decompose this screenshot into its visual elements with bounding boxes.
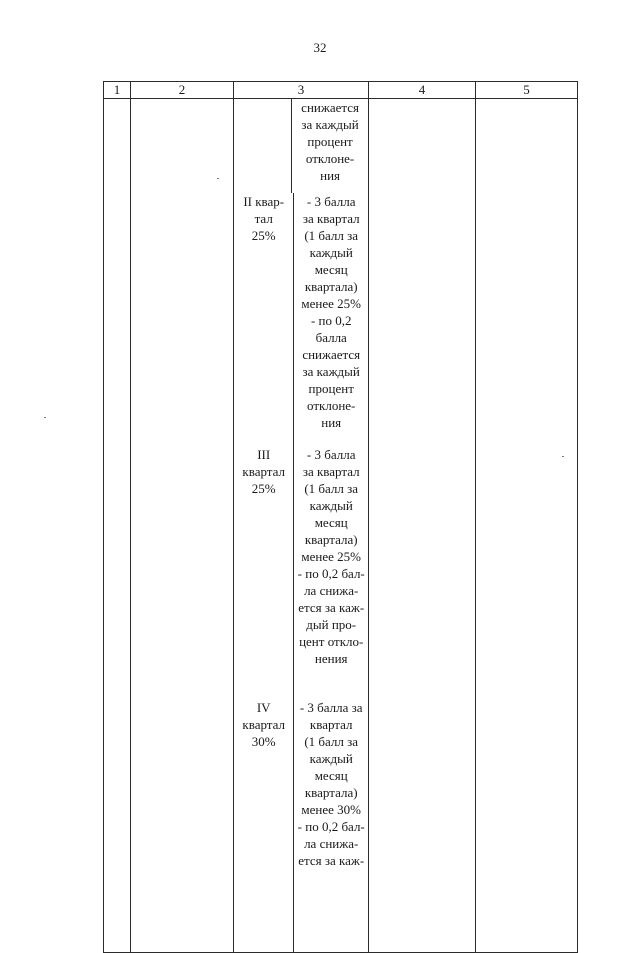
- header-col-1: 1: [104, 82, 131, 99]
- criteria-line: менее 30%: [301, 802, 361, 817]
- criteria-line: - 3 балла: [306, 194, 356, 209]
- criteria-line: менее 25%: [301, 296, 361, 311]
- criteria-line: каждый: [309, 245, 353, 260]
- cell-col-3: [234, 99, 369, 953]
- criteria-line: квартала): [304, 785, 358, 800]
- quarter-label-2: [234, 193, 293, 446]
- cell-col-5: [476, 99, 578, 953]
- quarter-label-line: тал: [254, 211, 273, 226]
- criteria-quarter-4: [293, 699, 368, 952]
- criteria-line: процент: [307, 134, 353, 149]
- criteria-line: снижается: [302, 347, 361, 362]
- criteria-line: - 3 балла за: [299, 700, 363, 715]
- criteria-line: ется за каж-: [298, 853, 365, 868]
- criteria-line: отклоне-: [307, 398, 356, 413]
- cell-col-1: [104, 99, 131, 953]
- scan-speck: [562, 456, 564, 457]
- criteria-line: дый про-: [306, 617, 357, 632]
- criteria-line: (1 балл за: [304, 228, 359, 243]
- quarter-block-2: [234, 193, 368, 446]
- criteria-line: снижается: [301, 100, 359, 115]
- quarter-block-4: [234, 699, 368, 952]
- scan-speck: [217, 178, 219, 179]
- criteria-line: за каждый: [302, 364, 360, 379]
- header-col-4: 4: [369, 82, 476, 99]
- criteria-line: цент откло-: [299, 634, 364, 649]
- quarter-label-line: квартал: [242, 464, 285, 479]
- criteria-line: ния: [321, 415, 342, 430]
- criteria-continuation: [291, 99, 368, 193]
- table-row: [104, 99, 578, 953]
- quarter-label-line: IV: [256, 700, 271, 715]
- quarter-label-empty: [234, 99, 291, 193]
- criteria-line: ния: [320, 168, 341, 183]
- header-col-5: 5: [476, 82, 578, 99]
- quarter-label-line: III: [257, 447, 271, 462]
- quarter-label-line: II квар-: [243, 194, 285, 209]
- criteria-line: квартал: [309, 717, 353, 732]
- criteria-line: отклоне-: [305, 151, 355, 166]
- criteria-quarter-2: [293, 193, 368, 446]
- criteria-line: - по 0,2 бал-: [297, 819, 365, 834]
- quarter-label-line: 30%: [251, 734, 276, 749]
- criteria-line: нения: [314, 651, 348, 666]
- criteria-line: за каждый: [301, 117, 359, 132]
- criteria-line: месяц: [314, 515, 348, 530]
- table-header-row: [104, 82, 578, 99]
- header-col-3: 3: [234, 82, 369, 99]
- criteria-line: балла: [315, 330, 347, 345]
- criteria-line: месяц: [314, 768, 348, 783]
- quarter-block-3: [234, 446, 368, 699]
- criteria-line: ла снижа-: [304, 836, 359, 851]
- criteria-line: ла снижа-: [304, 583, 359, 598]
- criteria-line: процент: [308, 381, 354, 396]
- criteria-line: ется за каж-: [298, 600, 365, 615]
- criteria-quarter-3: [293, 446, 368, 699]
- scan-speck: [44, 417, 46, 418]
- criteria-line: каждый: [309, 498, 353, 513]
- criteria-line: квартала): [304, 532, 358, 547]
- criteria-line: месяц: [314, 262, 348, 277]
- criteria-line: менее 25%: [301, 549, 361, 564]
- cell-col-4: [369, 99, 476, 953]
- quarter-label-line: 25%: [251, 228, 276, 243]
- criteria-line: - по 0,2: [310, 313, 352, 328]
- criteria-line: каждый: [309, 751, 353, 766]
- criteria-line: - 3 балла: [306, 447, 356, 462]
- criteria-line: за квартал: [302, 464, 360, 479]
- page-number: 32: [313, 40, 327, 55]
- criteria-line: - по 0,2 бал-: [297, 566, 365, 581]
- criteria-line: (1 балл за: [304, 481, 359, 496]
- criteria-line: (1 балл за: [304, 734, 359, 749]
- criteria-line: квартала): [304, 279, 358, 294]
- header-col-2: 2: [131, 82, 234, 99]
- quarter-label-3: [234, 446, 293, 699]
- quarter-block-continuation: [234, 99, 368, 193]
- cell-col-2: [131, 99, 234, 953]
- quarter-label-line: квартал: [242, 717, 285, 732]
- quarter-label-line: 25%: [251, 481, 276, 496]
- criteria-line: за квартал: [302, 211, 360, 226]
- criteria-table: [103, 81, 578, 953]
- quarter-label-4: [234, 699, 293, 952]
